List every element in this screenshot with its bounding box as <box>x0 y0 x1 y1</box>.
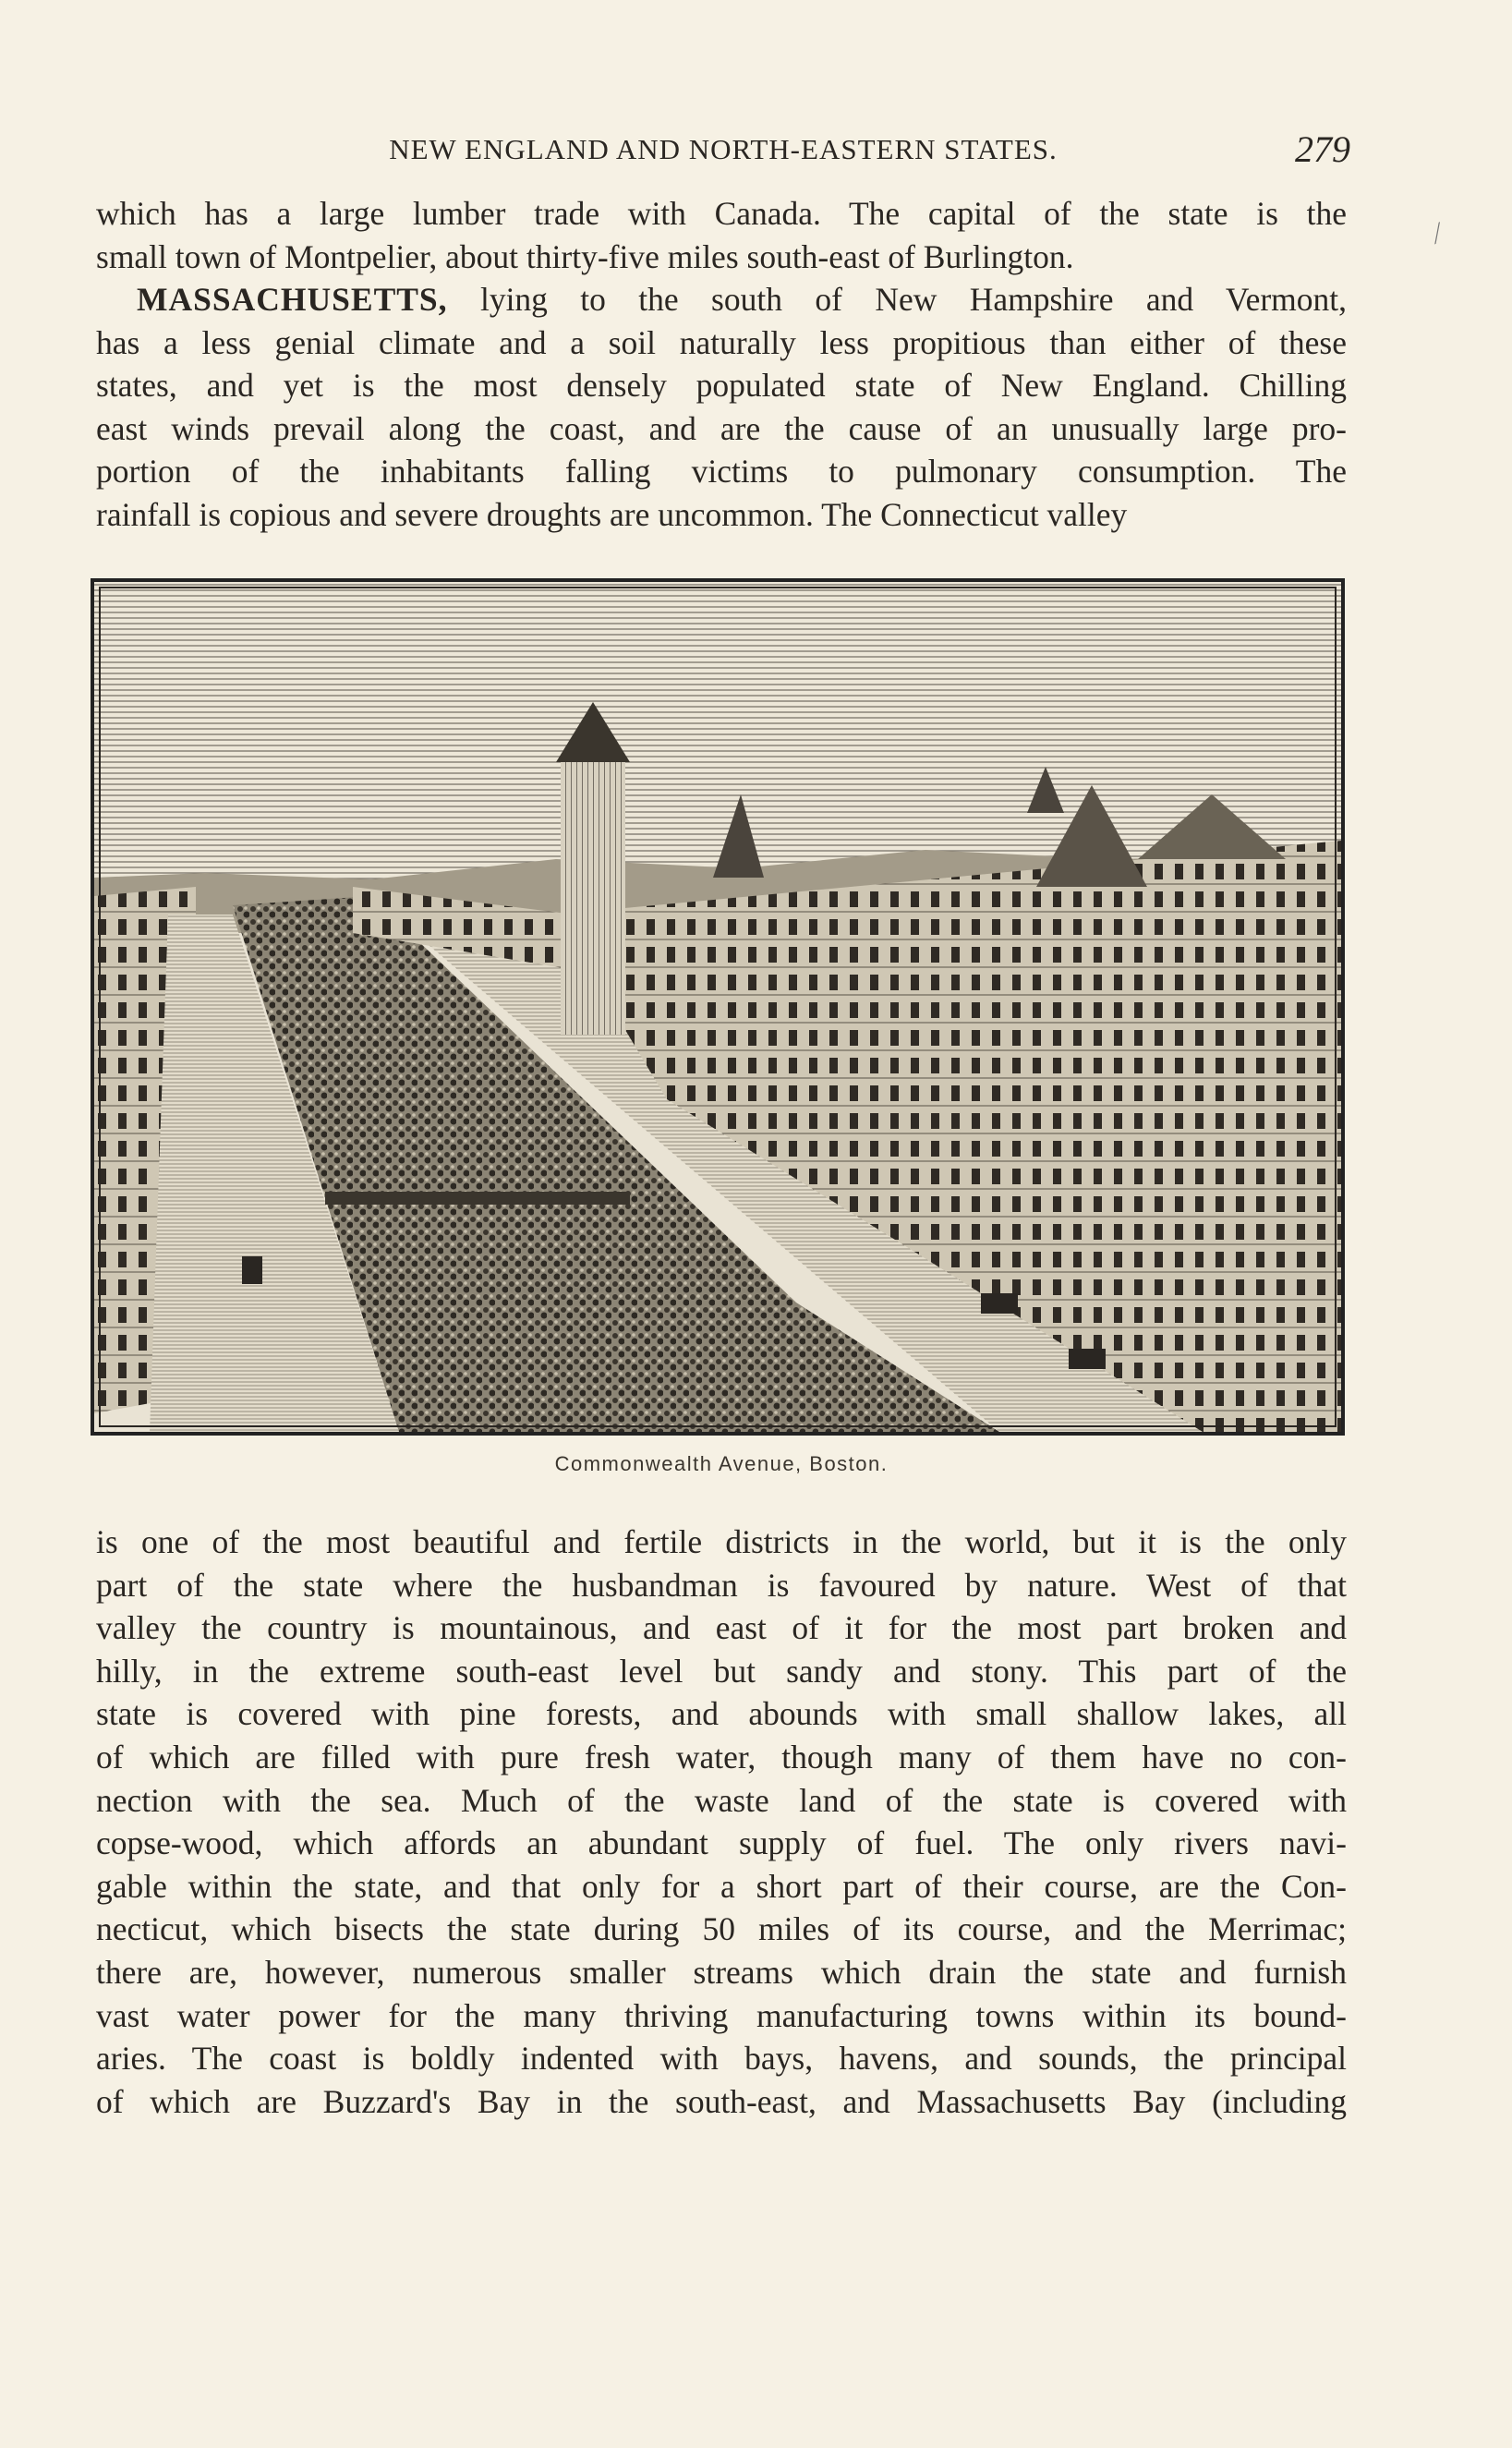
engraving-commonwealth-avenue <box>91 578 1345 1436</box>
page-number: 279 <box>1295 128 1350 170</box>
text-line: of which are Buzzard's Bay in the south-east, and Massachusetts Bay (including <box>96 2082 1347 2120</box>
engraving-illustration <box>94 582 1341 1432</box>
text-line: aries. The coast is boldly indented with bays, havens, and sounds, the principal <box>96 2040 1347 2078</box>
paragraph-connecticut-valley <box>96 1521 1347 2123</box>
text-line: valley the country is mountainous, and east of it for the most part broken and <box>96 1609 1347 1647</box>
text-line: there are, however, numerous smaller streams which drain the state and furnish <box>96 1953 1347 1991</box>
text-line: hilly, in the extreme south-east level but sandy and stony. This part of the <box>96 1652 1347 1690</box>
text-line: part of the state where the husbandman is favoured by nature. West of that <box>96 1566 1347 1604</box>
text-line: of which are filled with pure fresh water, though many of them have no con- <box>96 1738 1347 1775</box>
text-line: necticut, which bisects the state during 50 miles of its course, and the Merrimac; <box>96 1910 1347 1948</box>
text-line: portion of the inhabitants falling victims to pulmonary consumption. The <box>96 453 1347 491</box>
text-line: vast water power for the many thriving manufacturing towns within its bound- <box>96 1996 1347 2034</box>
section-lead: MASSACHUSETTS, <box>137 281 448 318</box>
text-line: gable within the state, and that only for a short part of their course, are the Con- <box>96 1867 1347 1905</box>
margin-mark: ⁄ <box>1429 218 1446 248</box>
text-line: copse-wood, which affords an abundant supply of fuel. The only rivers navi- <box>96 1824 1347 1862</box>
page-header <box>96 127 1350 174</box>
figure-caption: Commonwealth Avenue, Boston. <box>554 1452 889 1475</box>
text-line: is one of the most beautiful and fertile districts in the world, but it is the only <box>96 1523 1347 1560</box>
paragraph-massachusetts <box>96 278 1347 537</box>
text-line: state is covered with pine forests, and abounds with small shallow lakes, all <box>96 1695 1347 1733</box>
text-line: states, and yet is the most densely populated state of New England. Chilling <box>96 367 1347 405</box>
text-line: has a less genial climate and a soil naturally less propitious than either of these <box>96 323 1347 361</box>
text-line: east winds prevail along the coast, and are the cause of an unusually large pro- <box>96 409 1347 447</box>
text-line: small town of Montpelier, about thirty-five miles south-east of Burlington. <box>96 237 1074 275</box>
text-fragment: lying to the south of New Hampshire and Vermont, <box>479 281 1348 318</box>
running-head: NEW ENGLAND AND NORTH-EASTERN STATES. <box>389 133 1058 165</box>
paragraph-vermont-end <box>96 192 1347 278</box>
text-line <box>96 278 1347 321</box>
text-line: nection with the sea. Much of the waste land of the state is covered with <box>96 1781 1347 1819</box>
text-line: which has a large lumber trade with Canada. The capital of the state is the <box>96 195 1347 232</box>
text-line: rainfall is copious and severe droughts are uncommon. The Connecticut valley <box>96 495 1128 533</box>
